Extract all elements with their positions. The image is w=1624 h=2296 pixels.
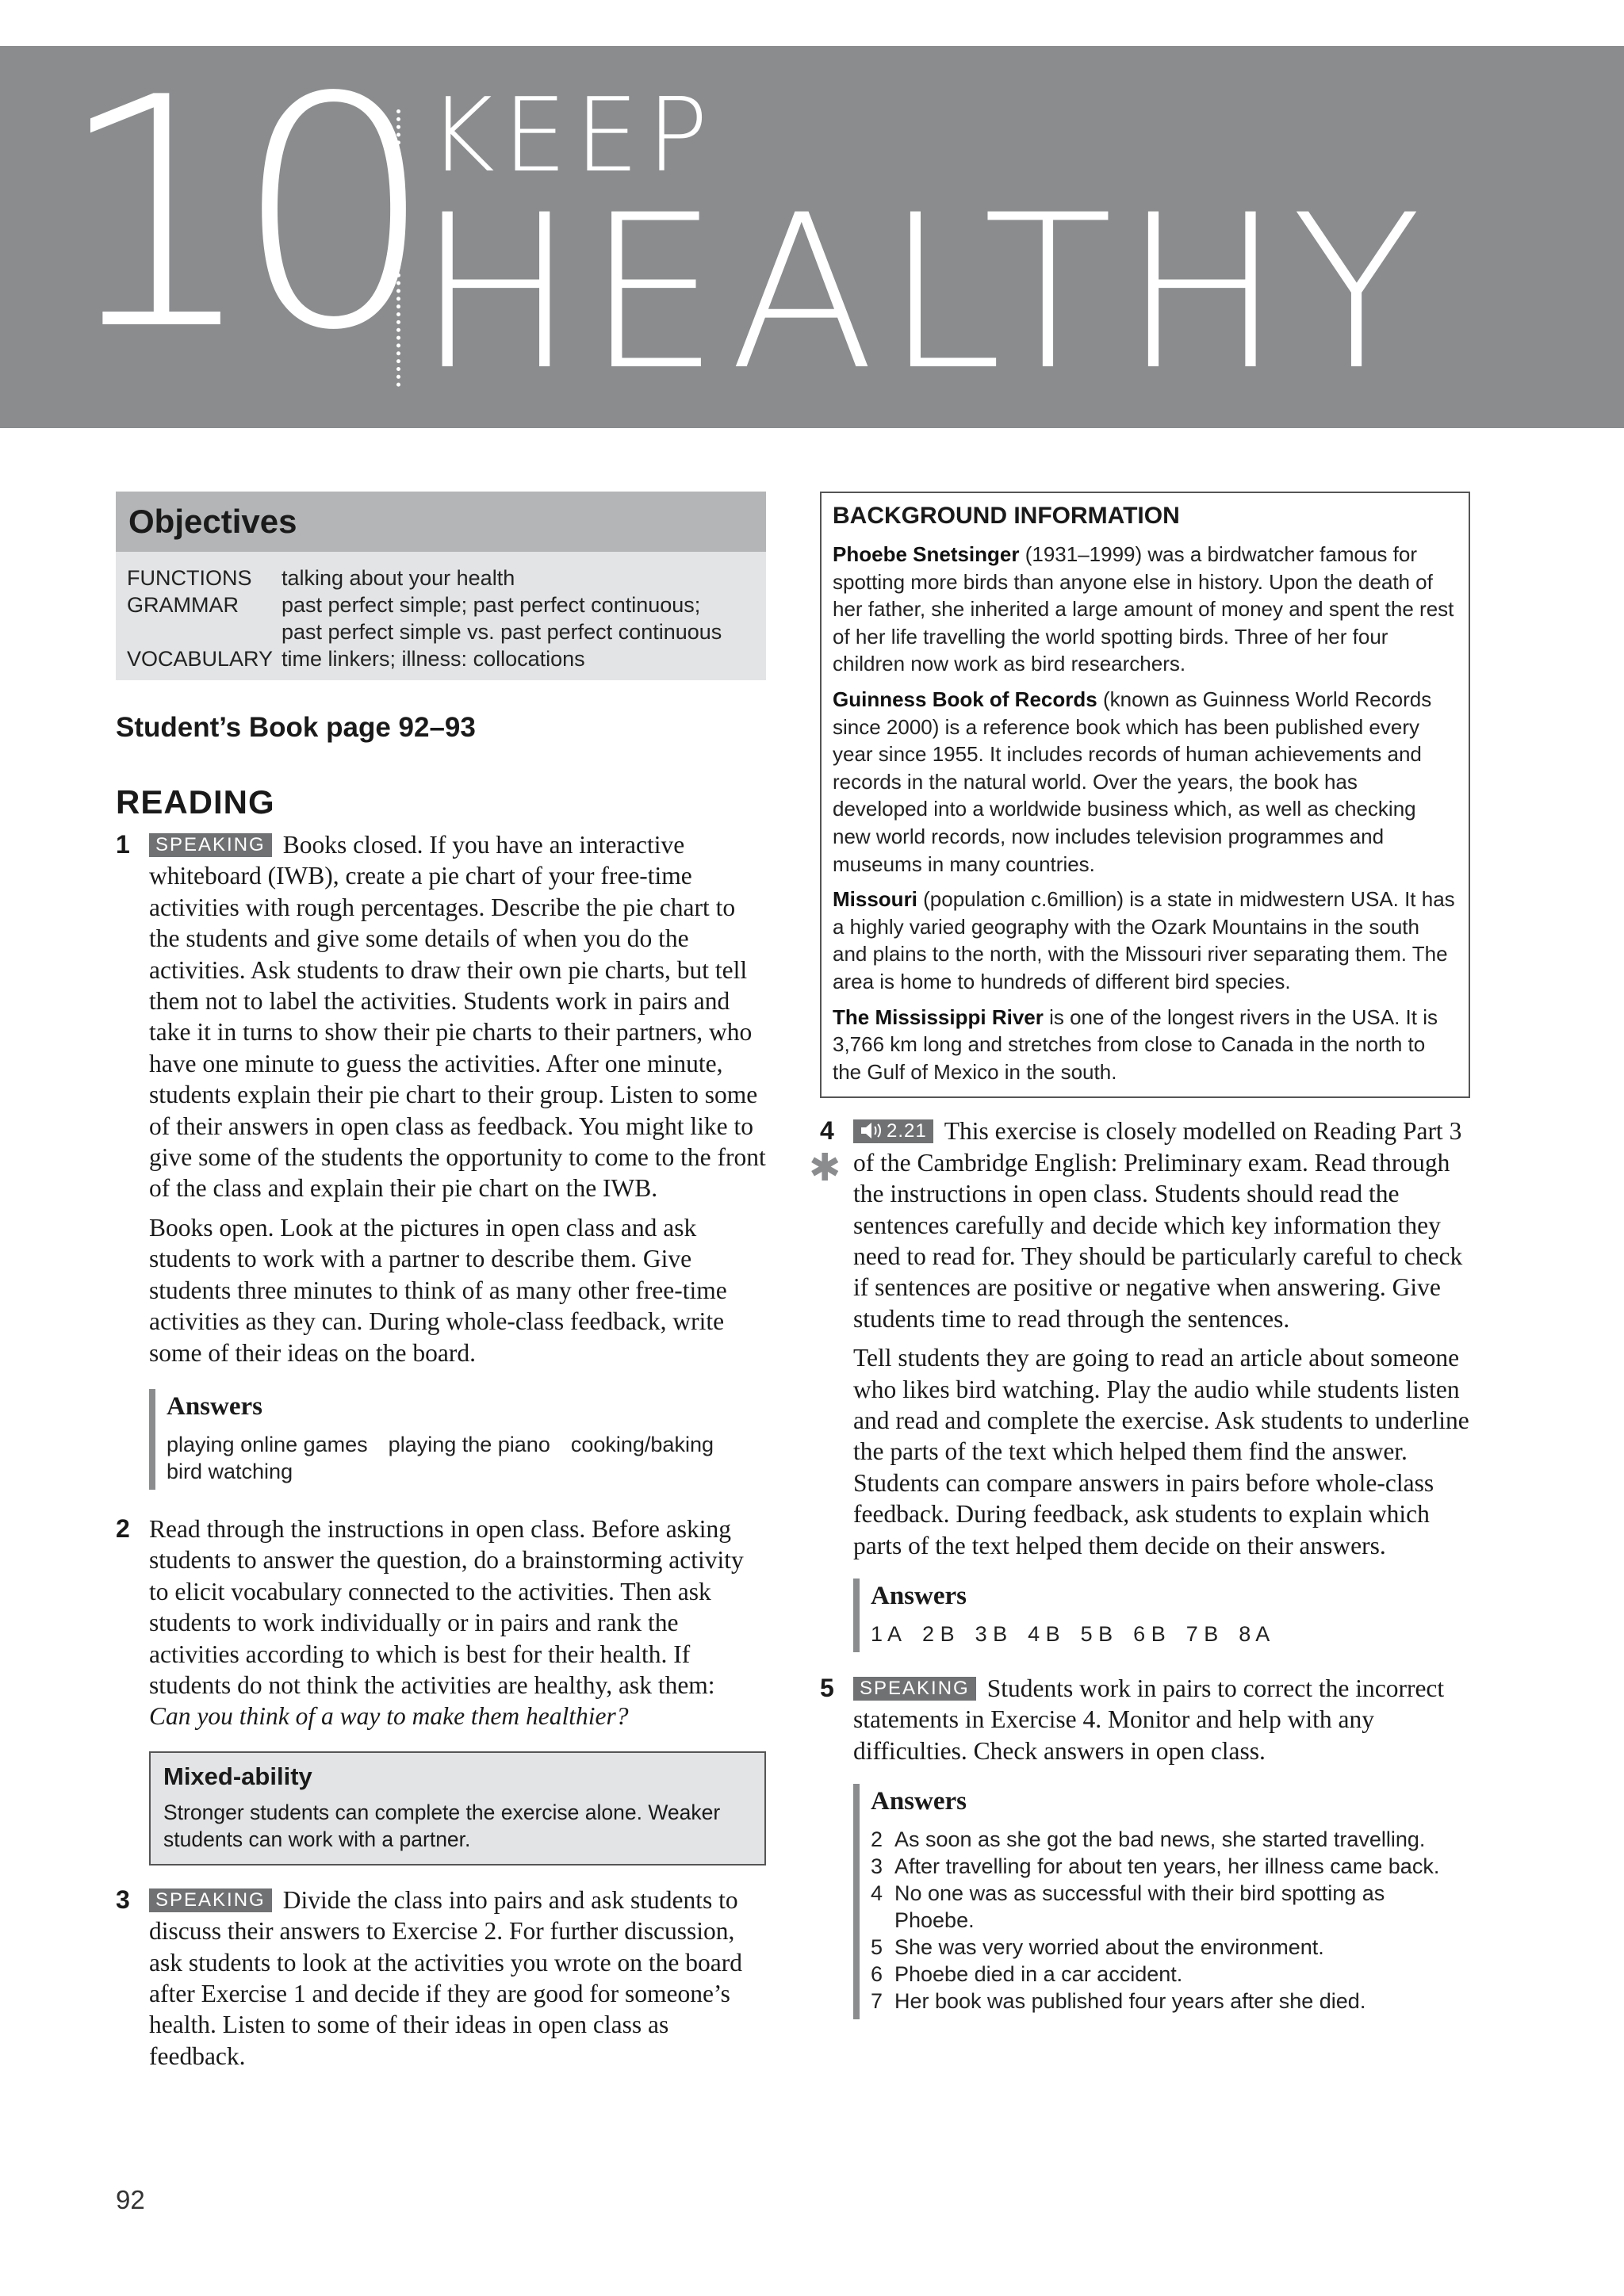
answer-text: As soon as she got the bad news, she started travelling. xyxy=(894,1827,1426,1852)
audio-track-number: 2.21 xyxy=(887,1120,927,1142)
answer-text: No one was as successful with their bird spotting as Phoebe. xyxy=(894,1881,1385,1933)
answer-item: 8 A xyxy=(1239,1621,1270,1646)
exercise-question: Can you think of a way to make them healthier? xyxy=(149,1702,629,1731)
speaker-icon xyxy=(860,1121,883,1140)
exercise-4 xyxy=(809,1115,1470,1561)
objectives-box xyxy=(116,492,766,680)
title-divider xyxy=(396,109,400,387)
objectives-label xyxy=(127,618,282,645)
background-text: (population c.6million) is a state in midwestern USA. It has a highly varied geography with the Ozark Mountains in the south and plains to the north, with the Missouri river separating them. The area is home to hundreds of different bird species. xyxy=(833,887,1455,993)
background-term: Guinness Book of Records xyxy=(833,687,1097,711)
objectives-heading: Objectives xyxy=(116,492,766,552)
speaking-tag: SPEAKING xyxy=(149,833,272,857)
exercise-number: 3 xyxy=(116,1885,130,1914)
answer-item xyxy=(871,1880,1470,1934)
answer-number: 7 xyxy=(871,1989,883,2014)
audio-tag xyxy=(853,1119,933,1143)
exam-asterisk-icon: ✱ xyxy=(809,1146,841,1191)
answer-item: cooking/baking xyxy=(570,1432,714,1456)
right-column xyxy=(809,492,1470,2037)
page-number: 92 xyxy=(116,2185,145,2214)
answer-item xyxy=(871,1826,1470,1853)
answers-box xyxy=(853,1578,1470,1652)
answer-item: bird watching xyxy=(167,1459,293,1483)
answer-text: Her book was published four years after she died. xyxy=(894,1989,1366,2014)
objectives-value: past perfect simple vs. past perfect continuous xyxy=(282,620,722,644)
objectives-row xyxy=(127,618,755,645)
exercise-3 xyxy=(116,1885,766,2072)
objectives-table xyxy=(116,552,766,680)
answers-box xyxy=(149,1389,766,1490)
answer-text: After travelling for about ten years, her illness came back. xyxy=(894,1854,1440,1879)
answer-item xyxy=(871,1988,1470,2015)
answer-item xyxy=(871,1934,1470,1961)
objectives-row xyxy=(127,645,755,672)
background-term: Missouri xyxy=(833,887,917,912)
background-heading: BACKGROUND INFORMATION xyxy=(833,503,1180,529)
answers-heading: Answers xyxy=(871,1787,967,1816)
exercise-1 xyxy=(116,829,766,1368)
exercise-5 xyxy=(820,1673,1470,1766)
answer-item: 2 B xyxy=(922,1621,955,1646)
unit-number: 10 xyxy=(56,31,412,400)
exercise-text: Read through the instructions in open class. Before asking students to answer the question, do a brainstorming activity to elicit vocabulary connected to the activities. Then ask students to work individually or in pairs and rank the activities according to which is best for their health. If students do not think the activities are healthy, ask them: xyxy=(149,1514,744,1699)
answer-item: playing the piano xyxy=(388,1432,550,1456)
answers-list xyxy=(167,1431,766,1485)
answer-number: 4 xyxy=(871,1881,883,1906)
background-text: (1931–1999) was a birdwatcher famous for spotting more birds than anyone else in history. Upon the death of her father, she inherited a large amount of money and spent the rest of her life travelling the world spotting birds. Three of her four children now work as bird researchers. xyxy=(833,542,1454,676)
exercise-paragraph: Tell students they are going to read an article about someone who likes bird watching. Play the audio while students listen and read and complete the exercise. Ask students to underline the parts of the text which helped them find the answer. Students can compare answers in pairs before whole-class feedback. During feedback, ask students to explain which parts of the text helped them decide on their answers. xyxy=(853,1344,1469,1559)
background-information-box xyxy=(820,492,1470,1098)
unit-title-line2: HEALTHY xyxy=(416,170,1431,417)
answer-number: 2 xyxy=(871,1827,883,1852)
exercise-2 xyxy=(116,1513,766,1732)
exercise-paragraph xyxy=(149,1885,766,2072)
exercise-text: Divide the class into pairs and ask students to discuss their answers to Exercise 2. For further discussion, ask students to look at the activities you wrote on the board after Exercise 1 and decide if they are good for someone’s health. Listen to some of their ideas in open class as feedback. xyxy=(149,1885,742,2070)
background-term: Phoebe Snetsinger xyxy=(833,542,1020,566)
answer-item xyxy=(871,1853,1470,1880)
students-book-page: Student’s Book page 92–93 xyxy=(116,712,476,743)
speaking-tag: SPEAKING xyxy=(853,1677,976,1701)
background-item xyxy=(833,541,1457,678)
exercise-paragraph: Books open. Look at the pictures in open class and ask students to work with a partner to describe them. Give students three minutes to think of as many other free-time activities as they can. During whole-class feedback, write some of their ideas on the board. xyxy=(149,1213,727,1367)
exercise-number: 1 xyxy=(116,830,130,859)
exercise-number: 5 xyxy=(820,1673,834,1702)
answer-item: playing online games xyxy=(167,1432,368,1456)
answer-item: 5 B xyxy=(1080,1621,1113,1646)
answer-item: 4 B xyxy=(1028,1621,1060,1646)
mixed-ability-text: Stronger students can complete the exercise alone. Weaker students can work with a partner. xyxy=(163,1800,721,1851)
answer-number: 5 xyxy=(871,1935,883,1960)
objectives-row xyxy=(127,564,755,591)
objectives-label: VOCABULARY xyxy=(127,647,274,671)
left-column xyxy=(116,492,766,2072)
exercise-text: Students work in pairs to correct the incorrect statements in Exercise 4. Monitor and help with any difficulties. Check answers in open class. xyxy=(853,1674,1445,1765)
exercise-paragraph xyxy=(149,829,766,1204)
unit-title-line1: KEEP xyxy=(428,77,716,195)
exercise-number: 2 xyxy=(116,1513,130,1543)
answer-text: She was very worried about the environment. xyxy=(894,1935,1324,1960)
answers-list xyxy=(871,1621,1470,1647)
exercise-paragraph xyxy=(853,1115,1470,1334)
exercise-paragraph xyxy=(149,1513,766,1732)
answer-item xyxy=(871,1961,1470,1988)
objectives-value: time linkers; illness: collocations xyxy=(282,647,585,671)
objectives-value: past perfect simple; past perfect continuous; xyxy=(282,593,701,617)
exercise-text: This exercise is closely modelled on Reading Part 3 of the Cambridge English: Preliminary exam. Read through the instructions in open class. Students should read the sentences carefully and decide which key information they need to read for. They should be particularly careful to check if sentences are positive or negative when answering. Give students time to read through the sentences. xyxy=(853,1117,1463,1333)
answers-heading: Answers xyxy=(167,1391,262,1421)
answer-number: 6 xyxy=(871,1962,883,1987)
answer-item: 7 B xyxy=(1185,1621,1219,1646)
background-item xyxy=(833,886,1457,995)
exercise-number: 4 xyxy=(820,1116,834,1146)
objectives-row xyxy=(127,591,755,618)
exercise-text: Books closed. If you have an interactive whiteboard (IWB), create a pie chart of your free-time activities with rough percentages. Describe the pie chart to the students and give some details of when you do the activities. Ask students to draw their own pie charts, but tell them not to label the activities. Students work in pairs and take it in turns to show their pie charts to their partners, who have one minute to guess the activities. After one minute, students explain their pie chart to their group. Listen to some of their answers in open class as feedback. You might like to give some of the students the opportunity to come to the front of the class and explain their pie chart on the IWB. xyxy=(149,831,766,1203)
exercise-paragraph xyxy=(853,1673,1470,1766)
reading-heading: READING xyxy=(116,783,275,821)
answers-heading: Answers xyxy=(871,1581,967,1610)
background-term: The Mississippi River xyxy=(833,1004,1044,1029)
background-item xyxy=(833,1004,1457,1086)
objectives-label: FUNCTIONS xyxy=(127,566,252,590)
background-item xyxy=(833,686,1457,878)
answer-item: 6 B xyxy=(1133,1621,1166,1646)
answer-item: 3 B xyxy=(975,1621,1008,1646)
answers-list xyxy=(871,1826,1470,2015)
mixed-ability-heading: Mixed-ability xyxy=(163,1762,312,1790)
objectives-label: GRAMMAR xyxy=(127,593,239,617)
background-text: is one of the longest rivers in the USA. It is 3,766 km long and stretches from close to Canada in the north to the Gulf of Mexico in the south. xyxy=(833,1004,1438,1084)
mixed-ability-box xyxy=(149,1751,766,1866)
answer-number: 3 xyxy=(871,1854,883,1879)
objectives-value: talking about your health xyxy=(282,566,515,590)
background-text: (known as Guinness World Records since 2000) is a reference book which has been published every year since 1955. It includes records of human achievements and records in the natural world. Over the years, the book has developed into a worldwide business which, as well as checking new world records, now includes television programmes and museums in many countries. xyxy=(833,687,1432,876)
answers-box xyxy=(853,1784,1470,2019)
answer-item: 1 A xyxy=(871,1621,902,1646)
answer-text: Phoebe died in a car accident. xyxy=(894,1962,1183,1987)
speaking-tag: SPEAKING xyxy=(149,1888,272,1912)
